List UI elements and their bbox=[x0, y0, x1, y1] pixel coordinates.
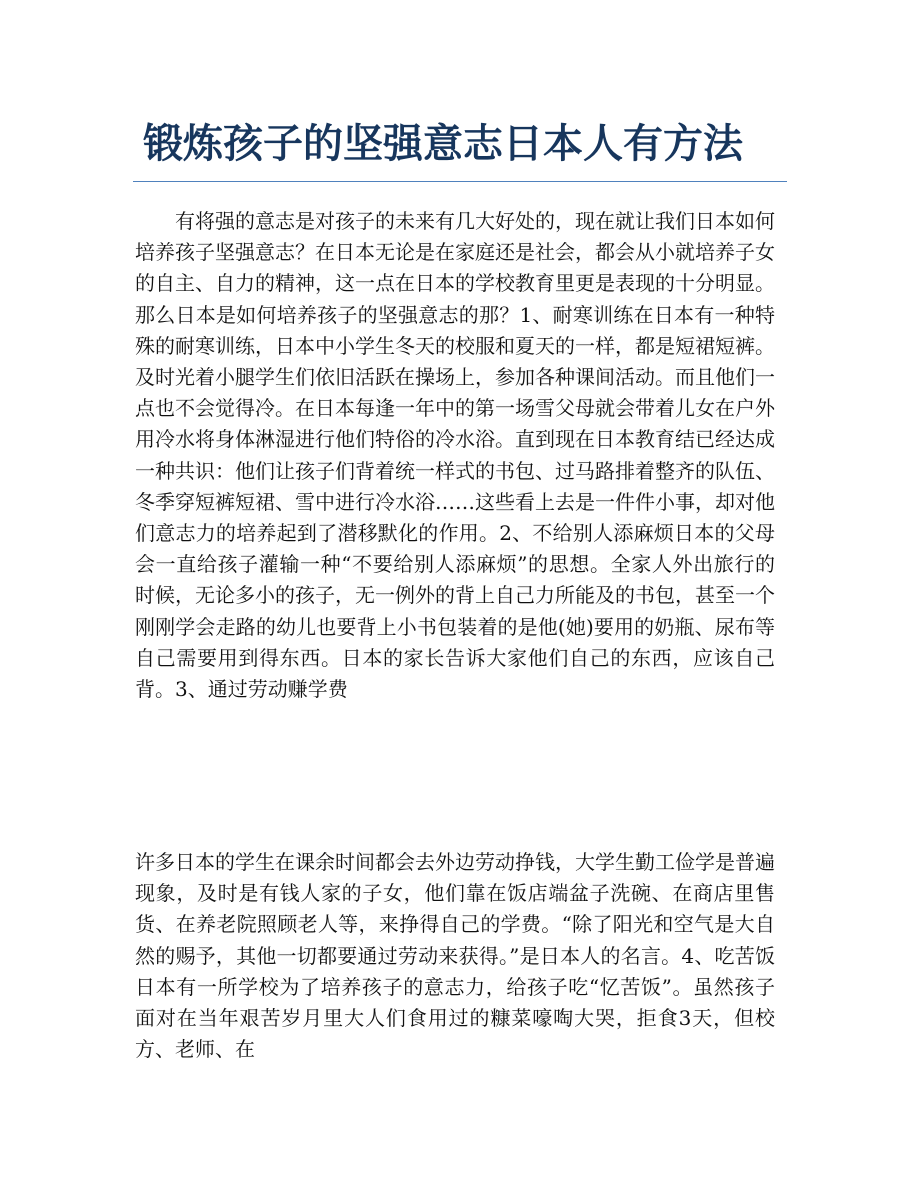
body-paragraph-1: 有将强的意志是对孩子的未来有几大好处的，现在就让我们日本如何培养孩子坚强意志？在日本无论是在家庭还是社会，都会从小就培养子女的自主、自力的精神，这一点在日本的学校教育里更是表现的十分明显。那么日本是如何培养孩子的坚强意志的那？1、耐寒训练在日本有一种特殊的耐寒训练，日本中小学生冬天的校服和夏天的一样，都是短裙短裤。及时光着小腿学生们依旧活跃在操场上，参加各种课间活动。而且他们一点也不会觉得冷。在日本每逢一年中的第一场雪父母就会带着儿女在户外用冷水将身体淋湿进行他们特俗的冷水浴。直到现在日本教育结已经达成一种共识：他们让孩子们背着统一样式的书包、过马路排着整齐的队伍、冬季穿短裤短裙、雪中进行冷水浴……这些看上去是一件件小事，却对他们意志力的培养起到了潜移默化的作用。2、不给别人添麻烦日本的父母会一直给孩子灌输一种“不要给别人添麻烦”的思想。全家人外出旅行的时候，无论多小的孩子，无一例外的背上自己力所能及的书包，甚至一个刚刚学会走路的幼儿也要背上小书包装着的是他(她)要用的奶瓶、尿布等自己需要用到得东西。日本的家长告诉大家他们自己的东西，应该自己背。3、通过劳动赚学费 bbox=[135, 209, 775, 702]
title-divider bbox=[133, 181, 787, 182]
document-title: 锻炼孩子的坚强意志日本人有方法 bbox=[143, 121, 743, 167]
body-paragraph-2: 许多日本的学生在课余时间都会去外边劳动挣钱，大学生勤工俭学是普遍现象，及时是有钱人家的子女，他们靠在饭店端盆子洗碗、在商店里售货、在养老院照顾老人等，来挣得自己的学费。“除了阳光和空气是大自然的赐予，其他一切都要通过劳动来获得。”是日本人的名言。4、吃苦饭日本有一所学校为了培养孩子的意志力，给孩子吃“忆苦饭”。虽然孩子面对在当年艰苦岁月里大人们食用过的糠菜嚎啕大哭，拒食3天，但校方、老师、在 bbox=[135, 850, 775, 1062]
